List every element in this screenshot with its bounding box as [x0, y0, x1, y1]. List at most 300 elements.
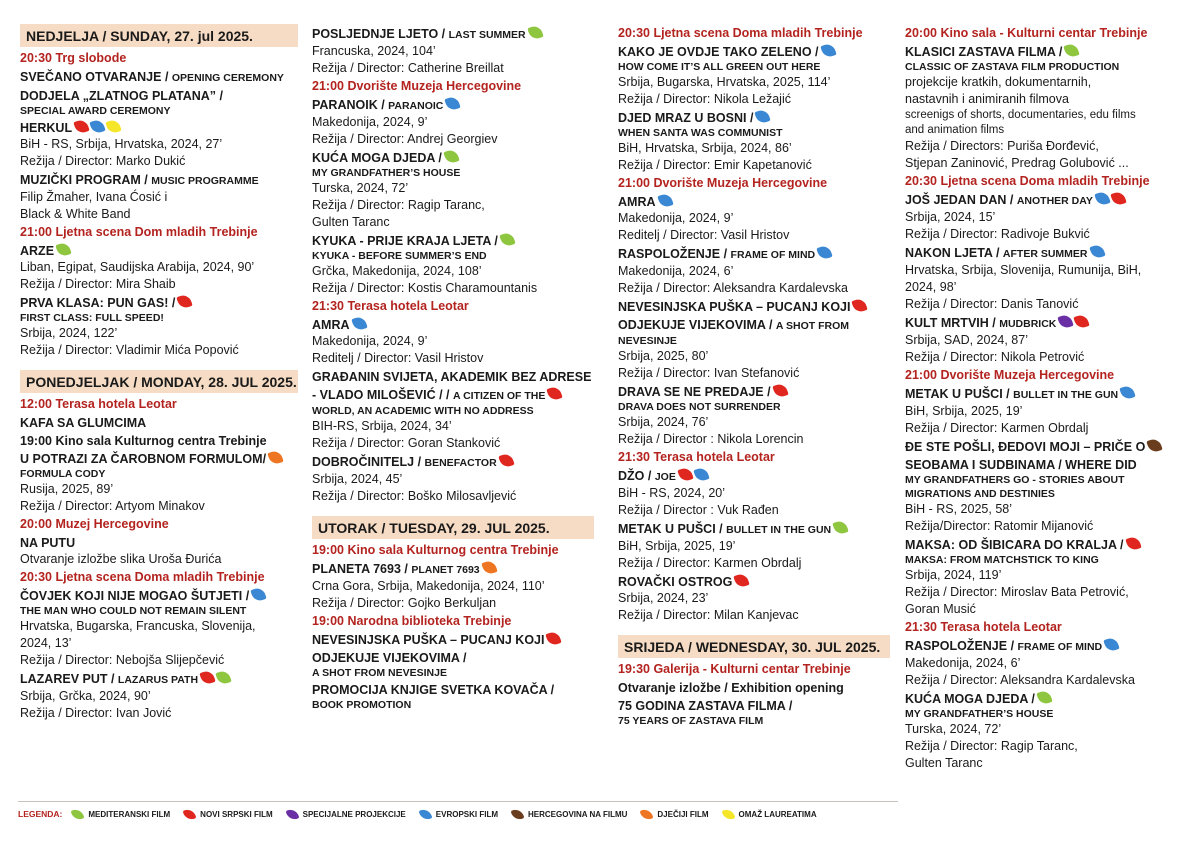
program-entry	[20, 172, 298, 223]
entry-title-line	[312, 317, 594, 333]
venue-time-heading: 19:30 Galerija - Kulturni centar Trebinje	[618, 662, 851, 676]
entry-title: PRVA KLASA: PUN GAS! /	[20, 296, 176, 310]
venue-time-heading: 20:00 Kino sala - Kulturni centar Trebinje	[905, 26, 1148, 40]
entry-english-title: 75 YEARS OF ZASTAVA FILM	[618, 715, 764, 727]
program-entry	[20, 415, 298, 431]
program-entry	[618, 194, 890, 244]
entry-detail: Režija / Director: Ragip Taranc,	[905, 739, 1078, 753]
entry-detail: Turska, 2024, 72’	[312, 181, 409, 195]
venue-time-heading: 21:00 Dvorište Muzeja Hercegovine	[905, 368, 1115, 382]
evropski-leaf-icon	[418, 807, 432, 821]
program-entry	[618, 384, 890, 448]
day-header: UTORAK / TUESDAY, 29. JUL 2025.	[312, 516, 594, 539]
entry-title: NA PUTU	[20, 536, 76, 550]
entry-english-title: MUSIC PROGRAMME	[151, 175, 259, 187]
entry-english-title: KYUKA - BEFORE SUMMER’S END	[312, 250, 487, 262]
entry-detail-line	[905, 262, 1187, 279]
evropski-leaf-icon	[1119, 384, 1135, 400]
entry-title: NEVESINJSKA PUŠKA – PUCANJ KOJI	[312, 633, 545, 647]
entry-detail: Režija/Director: Ratomir Mijanović	[905, 519, 1094, 533]
program-entry	[312, 233, 594, 297]
entry-english-title: BENEFACTOR	[424, 457, 497, 469]
novi-srpski-leaf-icon	[734, 572, 750, 588]
entry-title-line	[312, 561, 594, 578]
entry-detail-line	[905, 209, 1187, 226]
entry-title: AMRA	[312, 318, 350, 332]
entry-english-title: A CITIZEN OF THE	[452, 390, 546, 402]
novi-srpski-leaf-icon	[852, 297, 868, 313]
separator: /	[720, 247, 731, 261]
entry-detail: Goran Musić	[905, 602, 976, 616]
entry-detail-line	[20, 325, 298, 342]
entry-english-title: THE MAN WHO COULD NOT REMAIN SILENT	[20, 605, 247, 617]
legend-label: MEDITERANSKI FILM	[88, 809, 171, 819]
entry-detail: Black & White Band	[20, 207, 131, 221]
entry-detail: Srbija, 2024, 23’	[618, 591, 709, 605]
entry-detail: Srbija, Grčka, 2024, 90’	[20, 689, 151, 703]
program-entry	[20, 433, 298, 449]
entry-english-title: MUDBRICK	[999, 318, 1057, 330]
entry-english-title-line	[905, 707, 1187, 721]
legend-item	[287, 809, 406, 820]
entry-title-line	[905, 315, 1187, 332]
entry-detail-line	[312, 214, 594, 231]
entry-english-title-line	[618, 714, 890, 728]
entry-title-line	[20, 588, 298, 604]
day-spacer	[618, 625, 890, 635]
entry-detail-line	[20, 206, 298, 223]
entry-title-line	[905, 638, 1187, 655]
legend-item	[184, 809, 272, 820]
entry-english-title: PARANOIC	[388, 100, 444, 112]
entry-title: ROVAČKI OSTROG	[618, 575, 733, 589]
entry-detail-line	[618, 538, 890, 555]
entry-title: KUĆA MOGA DJEDA /	[312, 151, 442, 165]
entry-detail: Režija / Director: Goran Stanković	[312, 436, 501, 450]
entry-detail: Režija / Director: Marko Dukić	[20, 154, 186, 168]
program-entry	[20, 588, 298, 669]
entry-detail-line	[905, 501, 1187, 518]
venue-time-heading: 21:30 Terasa hotela Leotar	[905, 620, 1062, 634]
entry-english-title: BULLET IN THE GUN	[1013, 389, 1119, 401]
entry-title-line	[20, 172, 298, 189]
entry-detail: BIH-RS, Srbija, 2024, 34’	[312, 419, 452, 433]
entry-english-title: FIRST CLASS: FULL SPEED!	[20, 312, 164, 324]
day-header: NEDJELJA / SUNDAY, 27. jul 2025.	[20, 24, 298, 47]
entry-detail-line	[20, 688, 298, 705]
entry-title-line	[618, 384, 890, 400]
evropski-leaf-icon	[251, 586, 267, 602]
legend-label: DJEČIJI FILM	[657, 809, 709, 819]
entry-note-line	[905, 123, 1187, 138]
separator: /	[377, 98, 389, 112]
entry-title-line	[618, 194, 890, 210]
entry-detail-line	[618, 365, 890, 382]
venue-time-heading: 20:30 Trg slobode	[20, 51, 127, 65]
entry-detail-line	[618, 263, 890, 280]
entry-title: Otvaranje izložbe / Exhibition opening	[618, 681, 844, 695]
entry-detail-line	[20, 705, 298, 722]
entry-detail-line	[312, 578, 594, 595]
entry-detail-line	[20, 635, 298, 652]
program-entry	[20, 295, 298, 359]
entry-detail: BiH - RS, Srbija, Hrvatska, 2024, 27’	[20, 137, 223, 151]
entry-english-title: FRAME OF MIND	[730, 249, 816, 261]
entry-detail: Gulten Taranc	[905, 756, 983, 770]
entry-detail-line	[905, 155, 1187, 172]
separator: /	[1007, 639, 1018, 653]
entry-detail-line	[312, 197, 594, 214]
hercegovina-leaf-icon	[1147, 437, 1163, 453]
legend-title: LEGENDA:	[18, 809, 63, 819]
entry-detail-line	[618, 590, 890, 607]
entry-detail: Režija / Director: Nikola Ležajić	[618, 92, 791, 106]
specijalne-leaf-icon	[1058, 313, 1074, 329]
entry-detail-line	[312, 418, 594, 435]
entry-detail-line	[905, 403, 1187, 420]
djeciji-leaf-icon	[481, 559, 497, 575]
legend-item	[72, 809, 170, 820]
entry-english-title: JOE	[654, 471, 676, 483]
entry-detail: Makedonija, 2024, 6’	[618, 264, 734, 278]
program-entry	[312, 150, 594, 231]
entry-detail: Režija / Director: Ragip Taranc,	[312, 198, 485, 212]
program-entry	[618, 680, 890, 696]
entry-detail: Srbija, 2024, 119’	[905, 568, 1002, 582]
program-entry	[20, 535, 298, 568]
mediteranski-leaf-icon	[71, 807, 85, 821]
entry-title: POSLJEDNJE LJETO	[312, 27, 439, 41]
entry-english-title: OPENING CEREMONY	[171, 72, 284, 84]
entry-english-title: MAKSA: FROM MATCHSTICK TO KING	[905, 554, 1099, 566]
entry-detail: Srbija, 2024, 45’	[312, 472, 403, 486]
entry-title-line	[905, 537, 1187, 553]
entry-title-line	[312, 233, 594, 249]
venue-time-heading: 21:00 Dvorište Muzeja Hercegovine	[618, 176, 828, 190]
entry-english-title: LAZARUS PATH	[117, 674, 199, 686]
entry-detail-line	[905, 296, 1187, 313]
entry-detail: Režija / Director: Boško Milosavljević	[312, 489, 517, 503]
novi-srpski-leaf-icon	[199, 669, 215, 685]
entry-detail-line	[618, 607, 890, 624]
entry-english-title-line	[618, 60, 890, 74]
entry-title-line	[312, 26, 594, 43]
entry-detail-line	[618, 414, 890, 431]
legend-item	[420, 809, 498, 820]
program-entry	[20, 451, 298, 515]
entry-title: SVEČANO OTVARANJE	[20, 70, 162, 84]
entry-english-title: AFTER SUMMER	[1002, 248, 1088, 260]
program-entry	[312, 454, 594, 505]
novi-srpski-leaf-icon	[183, 807, 197, 821]
specijalne-leaf-icon	[285, 807, 299, 821]
entry-detail-line	[905, 138, 1187, 155]
evropski-leaf-icon	[445, 95, 461, 111]
entry-detail-line	[618, 157, 890, 174]
entry-english-title: ANOTHER DAY	[1016, 195, 1093, 207]
entry-title: DRAVA SE NE PREDAJE /	[618, 385, 771, 399]
entry-english-title-line	[618, 334, 890, 348]
entry-english-title: FRAME OF MIND	[1017, 641, 1103, 653]
entry-english-title: DRAVA DOES NOT SURRENDER	[618, 401, 781, 413]
entry-detail-line	[905, 755, 1187, 772]
entry-detail-line	[312, 114, 594, 131]
program-entry	[905, 386, 1187, 437]
entry-english-title: A SHOT FROM NEVESINJE	[312, 667, 447, 679]
program-entry	[905, 537, 1187, 618]
entry-detail: nastavnih i animiranih filmova	[905, 92, 1069, 106]
entry-english-title: WORLD, AN ACADEMIC WITH NO ADDRESS	[312, 405, 534, 417]
entry-detail: Srbija, 2024, 76’	[618, 415, 709, 429]
novi-srpski-leaf-icon	[1074, 313, 1090, 329]
entry-detail-line	[905, 721, 1187, 738]
entry-detail: Srbija, 2025, 80’	[618, 349, 709, 363]
entry-title-line	[905, 691, 1187, 707]
entry-detail-line	[20, 342, 298, 359]
entry-detail-line	[905, 91, 1187, 108]
entry-title: KUĆA MOGA DJEDA /	[905, 692, 1035, 706]
separator: /	[442, 388, 453, 402]
entry-english-title: MY GRANDFATHER’S HOUSE	[905, 708, 1054, 720]
entry-detail-line	[905, 332, 1187, 349]
entry-detail-line	[20, 259, 298, 276]
entry-detail: Makedonija, 2024, 9’	[312, 115, 428, 129]
entry-detail-line	[618, 502, 890, 519]
entry-title: DODJELA „ZLATNOG PLATANA” /	[20, 89, 223, 103]
entry-detail: Srbija, 2024, 15’	[905, 210, 996, 224]
entry-title-line	[312, 97, 594, 114]
entry-title: MUZIČKI PROGRAM	[20, 173, 141, 187]
entry-title: METAK U PUŠCI	[905, 387, 1003, 401]
venue-time-heading: 12:00 Terasa hotela Leotar	[20, 397, 177, 411]
hercegovina-leaf-icon	[511, 807, 525, 821]
entry-detail-line	[618, 348, 890, 365]
mediteranski-leaf-icon	[499, 231, 515, 247]
legend	[18, 801, 898, 826]
entry-title-line	[618, 574, 890, 590]
legend-label: SPECIJALNE PROJEKCIJE	[302, 809, 406, 819]
program-entry	[905, 315, 1187, 366]
program-entry	[312, 97, 594, 148]
novi-srpski-leaf-icon	[498, 452, 514, 468]
program-entry	[312, 561, 594, 612]
program-entry	[312, 369, 594, 452]
legend-items	[72, 809, 830, 820]
novi-srpski-leaf-icon	[546, 630, 562, 646]
entry-english-title-line	[20, 467, 298, 481]
novi-srpski-leaf-icon	[1125, 535, 1141, 551]
entry-title: RASPOLOŽENJE	[618, 247, 721, 261]
entry-english-title-line	[312, 698, 594, 712]
evropski-leaf-icon	[1094, 190, 1110, 206]
entry-title-line	[312, 454, 594, 471]
entry-detail: Režija / Director: Vladimir Mića Popović	[20, 343, 239, 357]
mediteranski-leaf-icon	[1064, 42, 1080, 58]
entry-title-line	[618, 521, 890, 538]
program-entry	[905, 439, 1187, 535]
legend-item	[723, 809, 817, 820]
entry-detail-line	[20, 481, 298, 498]
schedule-column-2	[312, 24, 594, 713]
entry-title-line	[20, 535, 298, 551]
entry-detail: Režija / Director: Nebojša Slijepčević	[20, 653, 225, 667]
venue-time-heading: 20:30 Ljetna scena Doma mladih Trebinje	[905, 174, 1150, 188]
entry-detail: projekcije kratkih, dokumentarnih,	[905, 75, 1092, 89]
entry-english-title: LAST SUMMER	[448, 29, 526, 41]
entry-title-line	[618, 299, 890, 315]
entry-title-line	[312, 387, 594, 404]
mediteranski-leaf-icon	[55, 241, 71, 257]
entry-title: PLANETA 7693	[312, 562, 401, 576]
entry-detail: Režija / Director: Mira Shaib	[20, 277, 176, 291]
entry-detail: Turska, 2024, 72’	[905, 722, 1002, 736]
entry-title: DJED MRAZ U BOSNI /	[618, 111, 754, 125]
schedule-column-3	[618, 24, 890, 729]
entry-detail-line	[905, 584, 1187, 601]
entry-title-line	[20, 433, 298, 449]
program-entry	[905, 44, 1187, 172]
entry-title: U POTRAZI ZA ČAROBNOM FORMULOM/	[20, 452, 267, 466]
entry-title: KAFA SA GLUMCIMA	[20, 416, 147, 430]
mediteranski-leaf-icon	[832, 519, 848, 535]
novi-srpski-leaf-icon	[1110, 190, 1126, 206]
program-entry	[618, 521, 890, 572]
program-entry	[20, 120, 298, 170]
entry-detail-line	[618, 485, 890, 502]
entry-detail-line	[312, 471, 594, 488]
entry-detail: Reditelj / Director: Vasil Hristov	[618, 228, 790, 242]
entry-detail-line	[905, 672, 1187, 689]
program-entry	[618, 574, 890, 624]
entry-detail-line	[618, 140, 890, 157]
entry-detail: Reditelj / Director: Vasil Hristov	[312, 351, 484, 365]
program-entry	[312, 26, 594, 77]
entry-english-title-line	[20, 104, 298, 118]
novi-srpski-leaf-icon	[177, 293, 193, 309]
program-entry	[618, 110, 890, 174]
program-entry	[905, 192, 1187, 243]
entry-english-title-line	[20, 311, 298, 325]
entry-title-line	[905, 386, 1187, 403]
day-header: SRIJEDA / WEDNESDAY, 30. JUL 2025.	[618, 635, 890, 658]
entry-detail-line	[618, 74, 890, 91]
entry-detail-line	[905, 738, 1187, 755]
entry-english-title: SPECIAL AWARD CEREMONY	[20, 105, 171, 117]
legend-label: OMAŽ LAUREATIMA	[738, 809, 817, 819]
entry-english-title: BOOK PROMOTION	[312, 699, 412, 711]
entry-title-line	[312, 650, 594, 666]
mediteranski-leaf-icon	[443, 148, 459, 164]
separator: /	[1002, 387, 1014, 401]
entry-detail-line	[905, 601, 1187, 618]
omaz-leaf-icon	[105, 118, 121, 134]
entry-detail: Režija / Director: Andrej Georgiev	[312, 132, 498, 146]
entry-title-line	[905, 192, 1187, 209]
entry-title-line	[20, 69, 298, 86]
entry-english-title: MIGRATIONS AND DESTINIES	[905, 488, 1055, 500]
entry-title: ODJEKUJE VIJEKOVIMA /	[312, 651, 467, 665]
entry-detail: Režija / Director: Gojko Berkuljan	[312, 596, 497, 610]
program-entry	[312, 632, 594, 680]
entry-title-line	[20, 243, 298, 259]
entry-english-title-line	[905, 553, 1187, 567]
entry-title-line	[312, 369, 594, 385]
evropski-leaf-icon	[657, 192, 673, 208]
entry-title: DOBROČINITELJ	[312, 455, 415, 469]
entry-english-title: PLANET 7693	[411, 564, 480, 576]
entry-title: AMRA	[618, 195, 656, 209]
entry-title: LAZAREV PUT	[20, 672, 108, 686]
entry-detail-line	[618, 555, 890, 572]
entry-detail: Srbija, Bugarska, Hrvatska, 2025, 114’	[618, 75, 831, 89]
entry-detail: Režija / Director: Miroslav Bata Petrović,	[905, 585, 1129, 599]
entry-title: NAKON LJETA	[905, 246, 993, 260]
venue-time-heading: 21:30 Terasa hotela Leotar	[312, 299, 469, 313]
entry-detail-line	[312, 350, 594, 367]
entry-detail: Srbija, SAD, 2024, 87’	[905, 333, 1028, 347]
entry-detail-line	[20, 189, 298, 206]
entry-english-title-line	[905, 473, 1187, 487]
separator: /	[715, 522, 727, 536]
entry-title-line	[905, 457, 1187, 473]
entry-detail: Režija / Director: Ivan Stefanović	[618, 366, 800, 380]
entry-english-title: WHEN SANTA WAS COMMUNIST	[618, 127, 783, 139]
entry-detail-line	[312, 180, 594, 197]
day-spacer	[20, 360, 298, 370]
entry-detail-line	[618, 431, 890, 448]
legend-item	[512, 809, 627, 820]
entry-detail: Francuska, 2024, 104’	[312, 44, 436, 58]
entry-title: KLASICI ZASTAVA FILMA /	[905, 45, 1063, 59]
entry-title-line	[20, 415, 298, 431]
entry-title-line	[618, 246, 890, 263]
entry-title-line	[20, 451, 298, 467]
novi-srpski-leaf-icon	[73, 118, 89, 134]
entry-title-line	[20, 120, 298, 136]
entry-title-line	[618, 317, 890, 334]
entry-detail-line	[20, 652, 298, 669]
novi-srpski-leaf-icon	[547, 385, 563, 401]
entry-english-title: FORMULA CODY	[20, 468, 106, 480]
venue-time-heading: 19:00 Kino sala Kulturnog centra Trebinje	[312, 543, 559, 557]
entry-detail: Filip Žmaher, Ivana Ćosić i	[20, 190, 168, 204]
separator: /	[161, 70, 172, 84]
separator: /	[140, 173, 152, 187]
mediteranski-leaf-icon	[527, 24, 543, 40]
entry-detail-line	[20, 551, 298, 568]
entry-detail: Režija / Director: Emir Kapetanović	[618, 158, 812, 172]
entry-title: KULT MRTVIH	[905, 316, 989, 330]
entry-english-title: BULLET IN THE GUN	[726, 524, 832, 536]
program-entry	[905, 245, 1187, 313]
entry-title-line	[20, 671, 298, 688]
entry-note-line	[905, 108, 1187, 123]
entry-note: screenigs of shorts, documentaries, edu films	[905, 109, 1136, 121]
separator: /	[988, 316, 1000, 330]
entry-detail-line	[905, 226, 1187, 243]
entry-detail: Režija / Director: Karmen Obrdalj	[905, 421, 1089, 435]
entry-detail: Režija / Director: Artyom Minakov	[20, 499, 205, 513]
entry-title: ARZE	[20, 244, 55, 258]
entry-english-title-line	[312, 666, 594, 680]
evropski-leaf-icon	[89, 118, 105, 134]
entry-detail: Režija / Director: Aleksandra Kardalevska	[618, 281, 848, 295]
entry-title-line	[905, 439, 1187, 455]
entry-title-line	[20, 88, 298, 104]
entry-detail-line	[618, 227, 890, 244]
entry-detail: Režija / Director : Vuk Rađen	[618, 503, 779, 517]
program-entry	[20, 671, 298, 722]
